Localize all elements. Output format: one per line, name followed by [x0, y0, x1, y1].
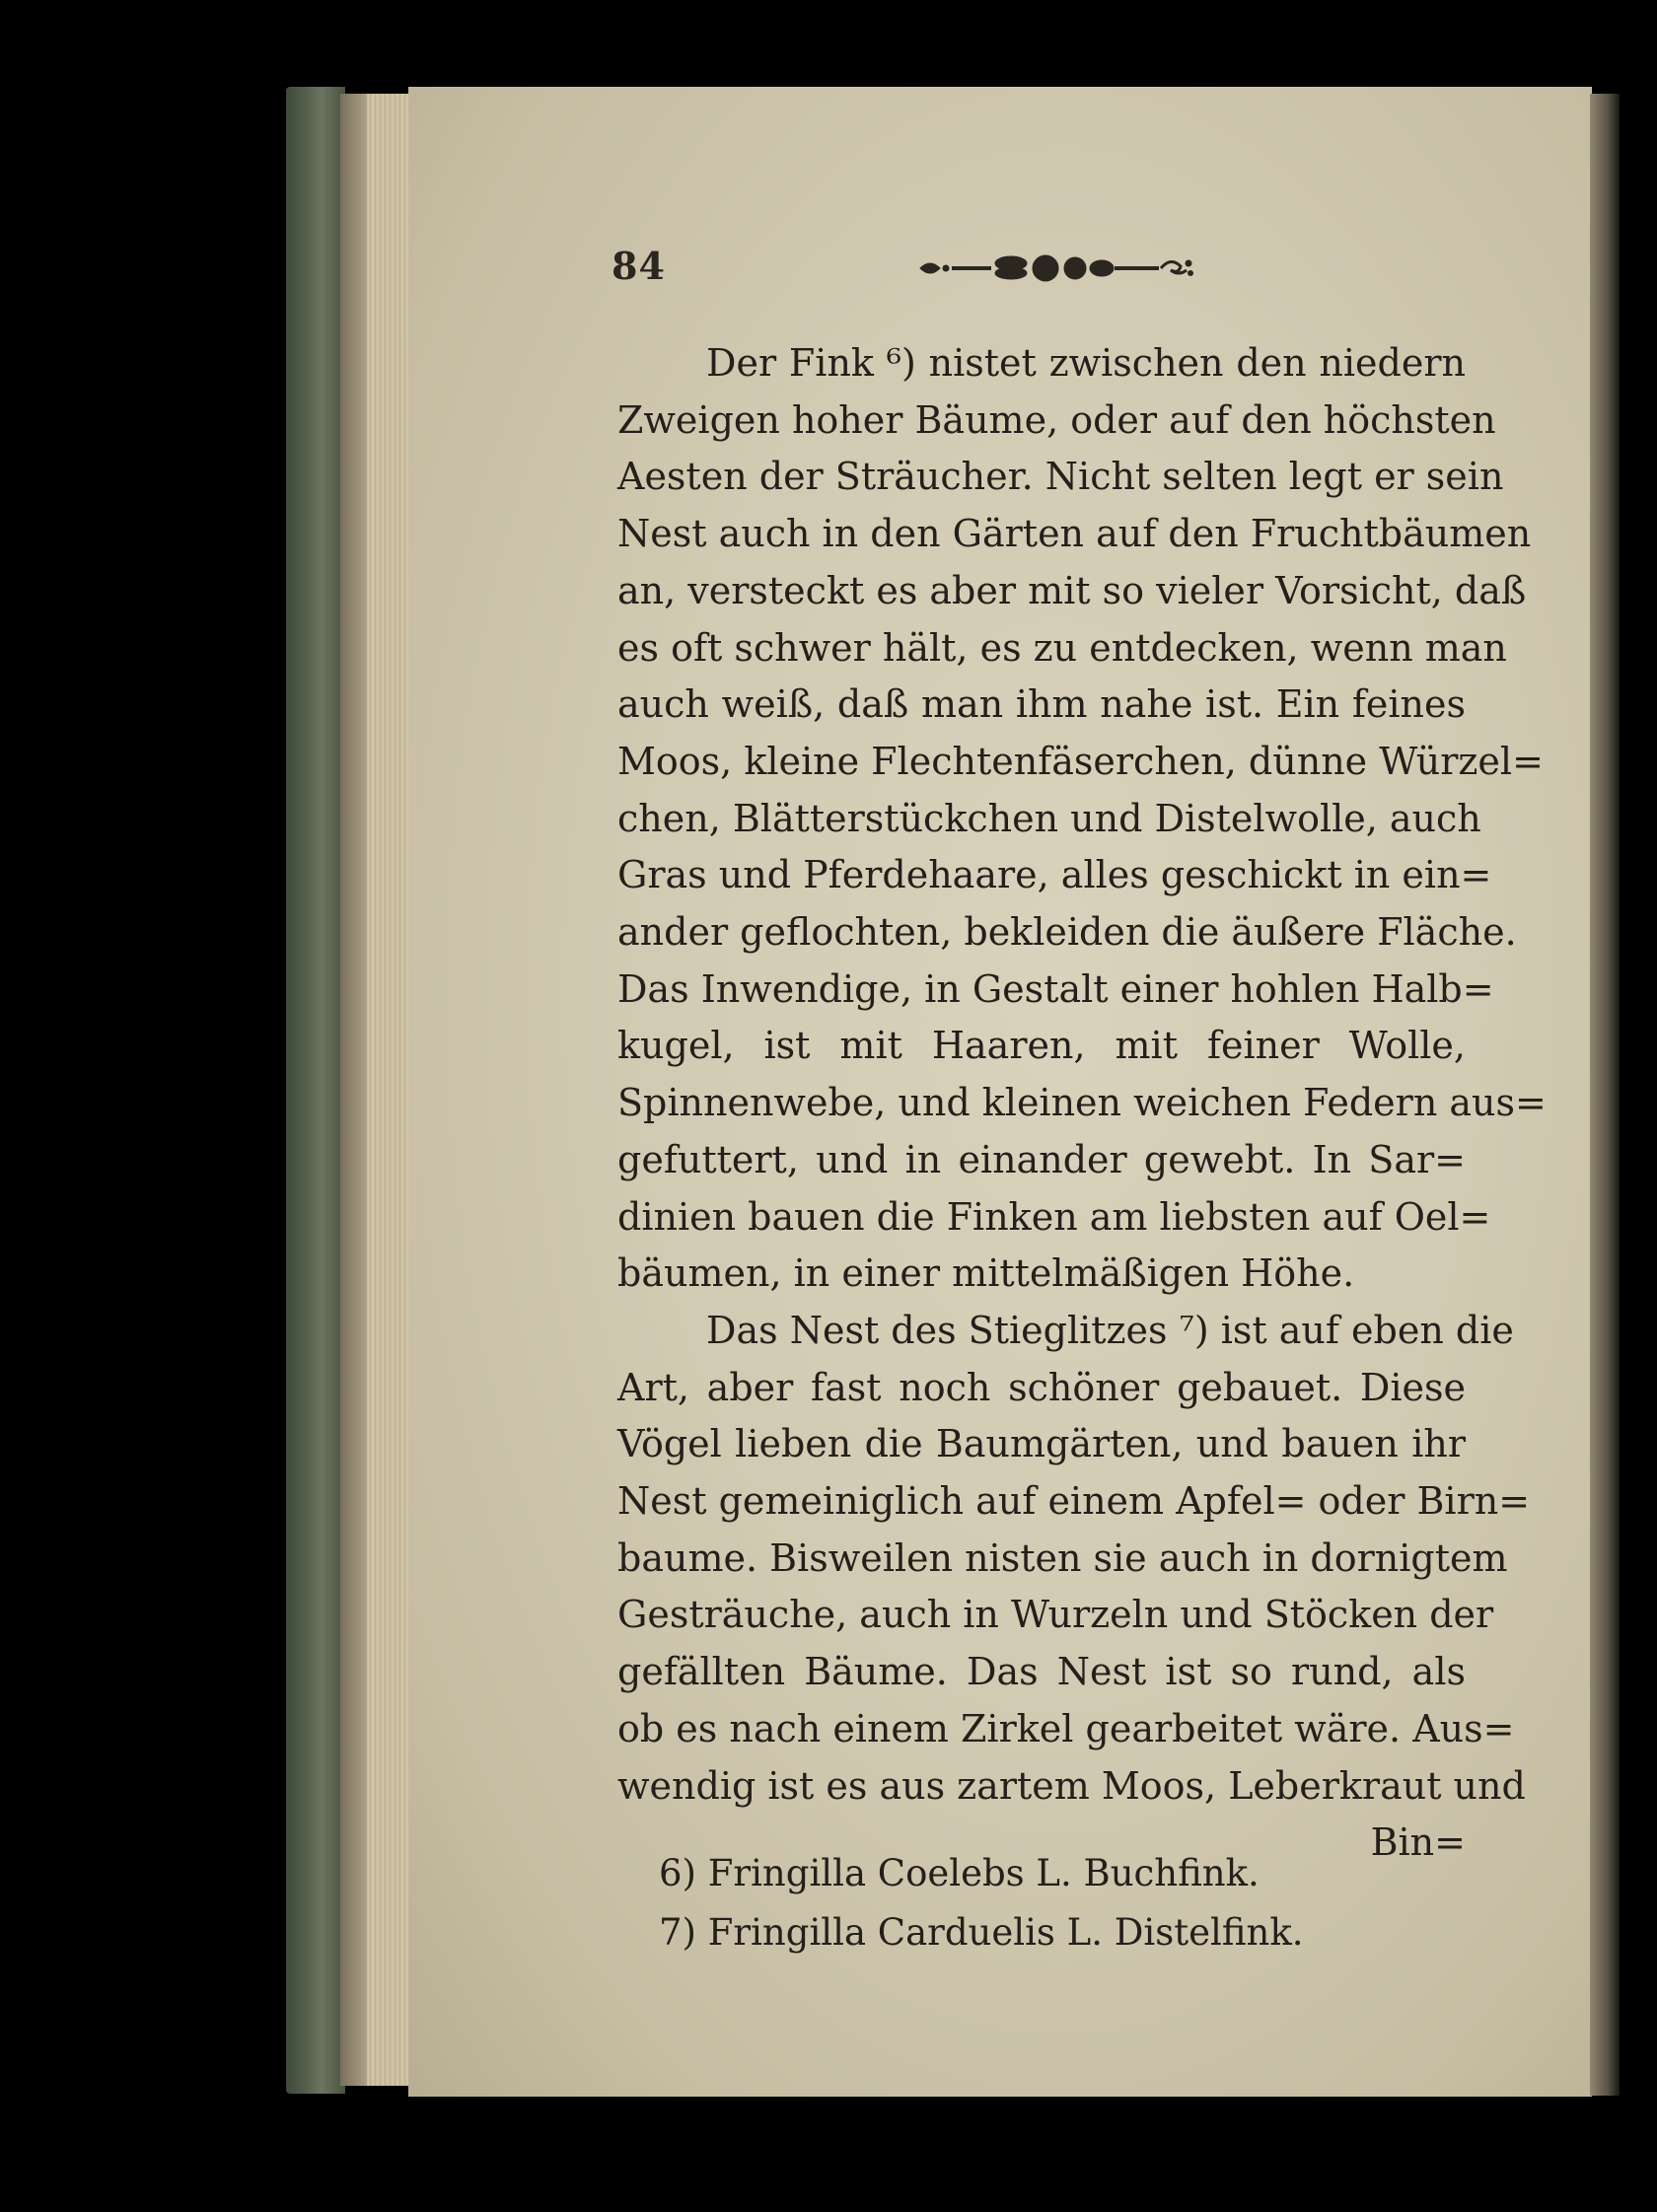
text-line: dinien bauen die Finken am liebsten auf Oel= — [617, 1194, 1491, 1239]
text-line: Nest auch in den Gärten auf den Fruchtbäumen — [617, 512, 1532, 556]
text-line: chen, Blätterstückchen und Distelwolle, auch — [617, 796, 1481, 840]
text-line: Der Fink ⁶) nistet zwischen den niedern — [706, 341, 1466, 385]
text-line: Zweigen hoher Bäume, oder auf den höchsten — [617, 397, 1496, 442]
text-line: Vögel lieben die Baumgärten, und bauen ihr — [617, 1422, 1466, 1466]
text-line: Das Nest des Stieglitzes ⁷) ist auf eben die — [706, 1308, 1514, 1352]
footnotes — [659, 1844, 1304, 1962]
text-line: Gras und Pferdehaare, alles geschickt in ein= — [617, 853, 1492, 897]
floral-vignette-icon — [912, 251, 1198, 285]
text-line: Das Inwendige, in Gestalt einer hohlen Halb= — [617, 966, 1494, 1011]
text-line: gefällten Bäume. Das Nest ist so rund, als — [617, 1650, 1466, 1694]
text-line: wendig ist es aus zartem Moos, Leberkraut und — [617, 1763, 1526, 1808]
text-line: ander geflochten, bekleiden die äußere Fläche. — [617, 910, 1517, 955]
page-header — [612, 244, 1203, 291]
text-line: es oft schwer hält, es zu entdecken, wenn man — [617, 625, 1507, 670]
text-line: an, versteckt es aber mit so vieler Vorsicht, daß — [617, 568, 1527, 612]
text-line: Art, aber fast noch schöner gebauet. Diese — [617, 1365, 1466, 1409]
text-line: Moos, kleine Flechtenfäserchen, dünne Würzel= — [617, 739, 1544, 783]
text-line: Gesträuche, auch in Wurzeln und Stöcken der — [617, 1593, 1494, 1637]
page-number: 84 — [612, 244, 666, 288]
book-cover-board — [286, 87, 345, 2094]
text-line: auch weiß, daß man ihm nahe ist. Ein feines — [617, 682, 1466, 727]
text-line: gefuttert, und in einander gewebt. In Sar= — [617, 1137, 1466, 1181]
footnote-6: 6) Fringilla Coelebs L. Buchfink. — [659, 1852, 1260, 1894]
page-stack-edges — [367, 94, 410, 2086]
text-line: bäumen, in einer mittelmäßigen Höhe. — [617, 1251, 1355, 1296]
text-line: baume. Bisweilen nisten sie auch in dornigtem — [617, 1535, 1508, 1580]
catchword: Bin= — [1370, 1820, 1466, 1865]
text-line: ob es nach einem Zirkel gearbeitet wäre. Aus= — [617, 1706, 1515, 1750]
footnote-7: 7) Fringilla Carduelis L. Distelfink. — [659, 1911, 1304, 1954]
text-line: Aesten der Sträucher. Nicht selten legt er sein — [617, 455, 1504, 499]
text-line: kugel, ist mit Haaren, mit feiner Wolle, — [617, 1024, 1466, 1068]
text-line: Spinnenwebe, und kleinen weichen Federn aus= — [617, 1081, 1547, 1125]
text-line: Nest gemeiniglich auf einem Apfel= oder Birn= — [617, 1479, 1531, 1524]
main-text — [617, 335, 1547, 1872]
cover-edge — [340, 94, 370, 2086]
page-right-shadow — [1590, 94, 1620, 2096]
